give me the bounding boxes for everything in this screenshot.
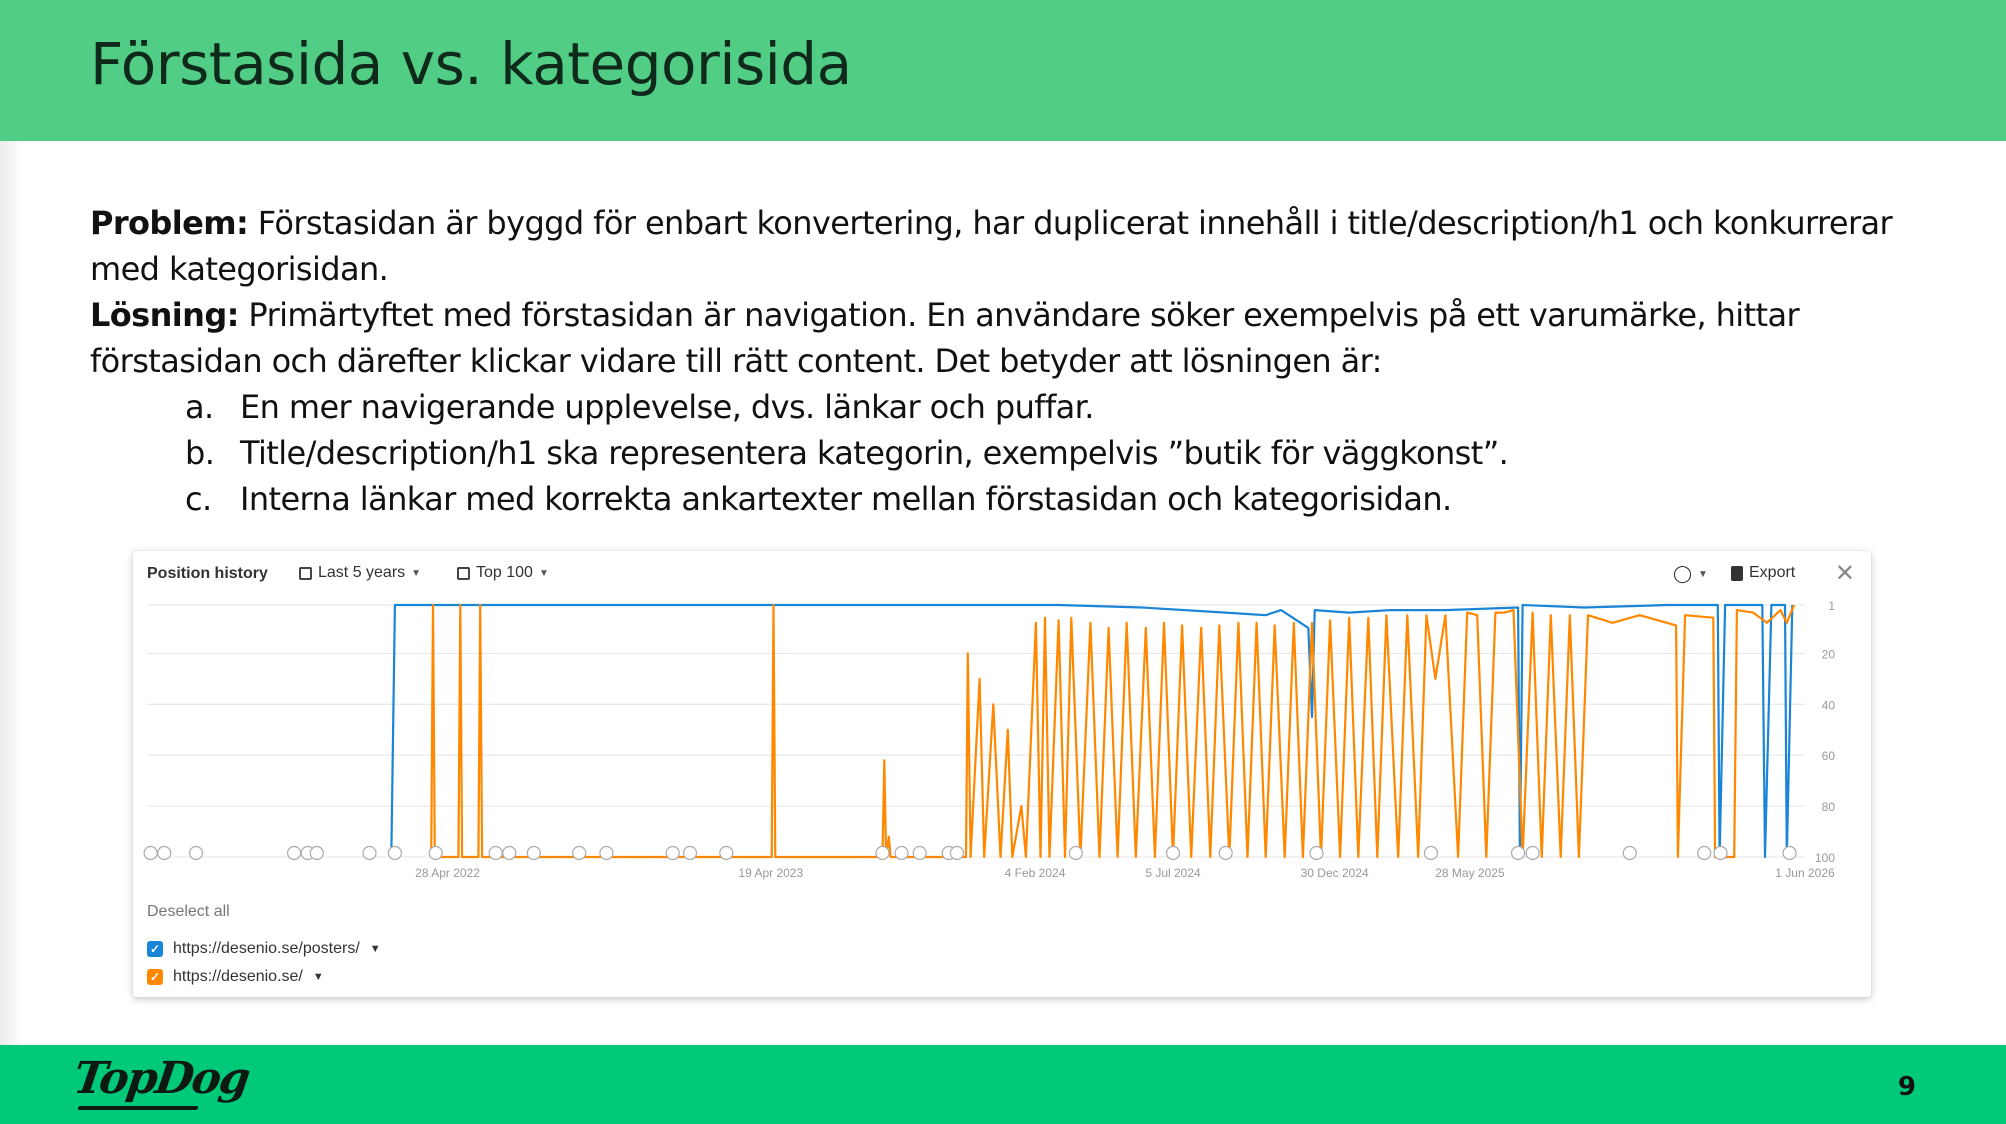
calendar-icon [299,567,312,580]
checkbox-checked-icon[interactable]: ✓ [147,969,163,985]
solution-text: Primärtyftet med förstasidan är navigation. En användare söker exempelvis på ett varumärke, hittar förstasidan och därefter klickar vidare till rätt content. Det betyder att lösningen är: [90,296,1800,380]
google-update-icon [429,847,442,860]
logo-underline [77,1106,198,1110]
x-tick-label: 19 Apr 2023 [738,866,804,880]
comment-dropdown[interactable] [1673,564,1708,584]
chevron-down-icon: ▼ [1698,568,1708,580]
google-update-icon [1167,847,1180,860]
problem-paragraph [90,200,1950,292]
date-range-dropdown[interactable] [299,564,421,582]
x-tick-label: 28 May 2025 [1435,866,1505,880]
position-history-panel [133,551,1871,997]
panel-toolbar [133,551,1871,595]
chart-legend [147,903,381,991]
google-update-icon [666,847,679,860]
google-update-icon [1623,847,1636,860]
google-update-icon [1698,847,1711,860]
checkbox-checked-icon[interactable]: ✓ [147,941,163,957]
google-update-icon [1424,847,1437,860]
position-chart [133,595,1871,885]
list-marker: c. [185,480,212,518]
chevron-down-icon: ▼ [538,567,549,579]
list-marker: b. [185,434,215,472]
deselect-all-link[interactable]: Deselect all [147,903,230,920]
google-update-icon [489,847,502,860]
list-item-text: Interna länkar med korrekta ankartexter mellan förstasidan och kategorisidan. [240,480,1452,518]
caret-down-icon[interactable]: ▼ [369,943,381,955]
google-update-icon [1526,847,1539,860]
comment-icon: ◯ [1673,564,1693,583]
series-line-2 [431,605,1794,857]
google-update-icon [527,847,540,860]
x-tick-label: 30 Dec 2024 [1300,866,1369,880]
list-marker: a. [185,388,214,426]
google-update-icon [1310,847,1323,860]
y-tick-label: 80 [1821,800,1835,815]
google-update-icon [158,847,171,860]
y-tick-label: 20 [1821,647,1835,662]
google-update-icon [573,847,586,860]
google-update-icon [1714,847,1727,860]
y-tick-label: 60 [1821,749,1835,764]
top-filter-dropdown[interactable] [457,564,549,582]
google-update-icon [363,847,376,860]
close-icon[interactable]: ✕ [1834,560,1855,587]
caret-down-icon[interactable]: ▼ [312,971,324,983]
footer-bar [0,1045,2006,1124]
export-button[interactable] [1731,564,1795,582]
google-update-icon [720,847,733,860]
legend-label: https://desenio.se/ [173,968,303,985]
solution-paragraph [90,292,1950,384]
google-update-icon [876,847,889,860]
solution-label: Lösning: [90,296,239,334]
export-icon [1731,566,1743,581]
slide-title: Förstasida vs. kategorisida [90,30,852,98]
left-edge-shadow [0,141,24,1045]
date-range-label: Last 5 years [318,564,406,581]
topdog-logo: TopDog [70,1053,252,1104]
google-update-icon [683,847,696,860]
google-update-icon [600,847,613,860]
google-update-icon [895,847,908,860]
google-update-icon [1783,847,1796,860]
google-update-icon [388,847,401,860]
panel-title: Position history [147,565,268,582]
position-chart-svg [133,595,1871,885]
google-update-icon [950,847,963,860]
google-update-icon [503,847,516,860]
problem-label: Problem: [90,204,249,242]
legend-item[interactable] [147,935,381,963]
y-tick-label: 40 [1821,698,1835,713]
list-item-text: Title/description/h1 ska representera kategorin, exempelvis ”butik för väggkonst”. [240,434,1509,472]
google-update-icon [1069,847,1082,860]
table-icon [457,567,470,580]
problem-text: Förstasidan är byggd för enbart konvertering, har duplicerat innehåll i title/description/h1 och konkurrerar med kategorisidan. [90,204,1893,288]
x-tick-label: 1 Jun 2026 [1775,866,1835,880]
list-item [90,430,1950,476]
google-update-icon [288,847,301,860]
y-tick-label: 100 [1814,851,1835,865]
x-tick-label: 28 Apr 2022 [415,866,480,880]
legend-label: https://desenio.se/posters/ [173,940,360,957]
list-item-text: En mer navigerande upplevelse, dvs. länkar och puffar. [240,388,1094,426]
list-item [90,476,1950,522]
google-update-icon [144,847,157,860]
google-update-icon [1512,847,1525,860]
x-tick-label: 4 Feb 2024 [1004,866,1066,880]
x-tick-label: 5 Jul 2024 [1145,866,1201,880]
legend-item[interactable] [147,963,381,991]
export-label: Export [1749,564,1796,581]
google-update-icon [310,847,323,860]
y-tick-label: 1 [1828,599,1835,613]
top-filter-label: Top 100 [476,564,533,581]
chevron-down-icon: ▼ [411,567,422,579]
list-item [90,384,1950,430]
google-update-icon [1219,847,1232,860]
slide-body [90,200,1950,522]
google-update-icon [190,847,203,860]
google-update-icon [913,847,926,860]
solution-list [90,384,1950,522]
page-number: 9 [1897,1072,1916,1102]
